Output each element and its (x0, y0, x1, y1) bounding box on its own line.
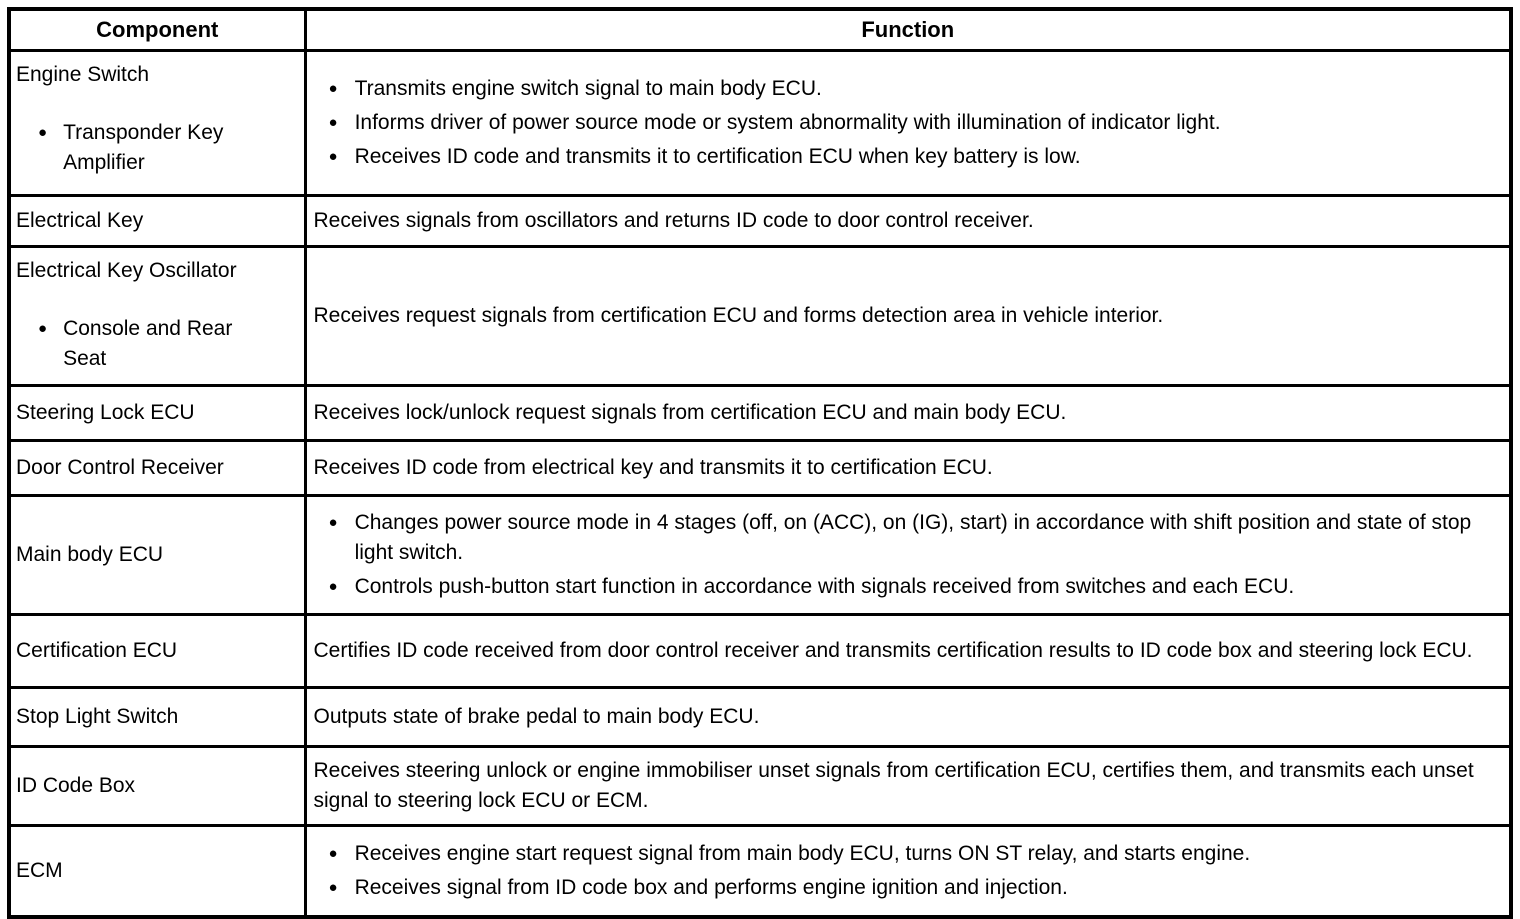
component-name: Electrical Key (16, 209, 144, 232)
function-cell (305, 386, 1511, 441)
bullet-icon: ● (328, 578, 338, 595)
table-row-id-code-box (9, 747, 1511, 826)
component-sub-label: Transponder Key Amplifier (63, 121, 224, 174)
table-row-electrical-key-oscillator (9, 247, 1511, 386)
component-function-table (7, 7, 1513, 919)
function-bullet-item (307, 74, 1500, 104)
component-cell (9, 496, 305, 615)
function-text: Outputs state of brake pedal to main body ECU. (313, 705, 760, 728)
function-cell (305, 196, 1511, 247)
bullet-icon: ● (328, 114, 338, 131)
table-row-ecm (9, 826, 1511, 918)
table-row-engine-switch (9, 51, 1511, 196)
component-cell (9, 386, 305, 441)
component-cell (9, 688, 305, 747)
component-cell (9, 826, 305, 918)
bullet-icon: ● (328, 514, 338, 531)
component-sub-item (38, 314, 298, 374)
header-component: Component (9, 9, 305, 51)
function-bullet-item (307, 572, 1500, 602)
component-cell (9, 747, 305, 826)
bullet-icon: ● (328, 879, 338, 896)
function-text: Receives steering unlock or engine immobiliser unset signals from certification ECU, certifies them, and transmits each unset signal to steering lock ECU or ECM. (313, 759, 1474, 812)
function-cell (305, 826, 1511, 918)
component-name: Main body ECU (16, 543, 164, 566)
function-cell (305, 688, 1511, 747)
component-name: Electrical Key Oscillator (16, 259, 237, 282)
component-name: ECM (16, 859, 63, 882)
component-name: Engine Switch (16, 63, 150, 86)
table-row-steering-lock-ecu (9, 386, 1511, 441)
table-row-stop-light-switch (9, 688, 1511, 747)
component-cell (9, 196, 305, 247)
header-function: Function (305, 9, 1511, 51)
function-cell (305, 441, 1511, 496)
function-bullet-text: Receives engine start request signal from main body ECU, turns ON ST relay, and starts engine. (354, 842, 1251, 865)
bullet-icon: ● (328, 845, 338, 862)
function-cell (305, 615, 1511, 688)
component-name: Steering Lock ECU (16, 401, 195, 424)
function-text: Certifies ID code received from door control receiver and transmits certification results to ID code box and steering lock ECU. (313, 639, 1473, 662)
function-bullet-text: Receives signal from ID code box and performs engine ignition and injection. (354, 876, 1068, 899)
function-bullet-text: Changes power source mode in 4 stages (off, on (ACC), on (IG), start) in accordance with shift position and state of stop light switch. (354, 511, 1472, 564)
bullet-icon: ● (328, 148, 338, 165)
function-bullet-item (307, 508, 1500, 568)
function-cell (305, 496, 1511, 615)
function-cell (305, 747, 1511, 826)
component-sub-label: Console and Rear Seat (63, 317, 233, 370)
function-text: Receives lock/unlock request signals from certification ECU and main body ECU. (313, 401, 1067, 424)
component-name: Stop Light Switch (16, 705, 179, 728)
component-cell (9, 247, 305, 386)
function-cell (305, 51, 1511, 196)
function-text: Receives request signals from certification ECU and forms detection area in vehicle interior. (313, 304, 1164, 327)
table-row-main-body-ecu (9, 496, 1511, 615)
function-bullet-text: Controls push-button start function in accordance with signals received from switches and each ECU. (354, 575, 1295, 598)
function-bullet-text: Informs driver of power source mode or system abnormality with illumination of indicator light. (354, 111, 1221, 134)
function-bullet-item (307, 839, 1500, 869)
bullet-icon: ● (38, 124, 48, 141)
component-cell (9, 615, 305, 688)
component-name: Certification ECU (16, 639, 178, 662)
function-cell (305, 247, 1511, 386)
component-cell (9, 51, 305, 196)
function-text: Receives signals from oscillators and returns ID code to door control receiver. (313, 209, 1034, 232)
bullet-icon: ● (38, 320, 48, 337)
table-row-door-control-receiver (9, 441, 1511, 496)
function-text: Receives ID code from electrical key and transmits it to certification ECU. (313, 456, 993, 479)
function-bullet-text: Transmits engine switch signal to main body ECU. (354, 77, 822, 100)
component-sub-item (38, 118, 298, 178)
table-row-certification-ecu (9, 615, 1511, 688)
function-bullet-item (307, 108, 1500, 138)
table-row-electrical-key (9, 196, 1511, 247)
function-bullet-item (307, 873, 1500, 903)
table-header-row (9, 9, 1511, 51)
function-bullet-text: Receives ID code and transmits it to certification ECU when key battery is low. (354, 145, 1081, 168)
component-cell (9, 441, 305, 496)
bullet-icon: ● (328, 80, 338, 97)
function-bullet-item (307, 142, 1500, 172)
component-name: ID Code Box (16, 774, 136, 797)
component-name: Door Control Receiver (16, 456, 224, 479)
